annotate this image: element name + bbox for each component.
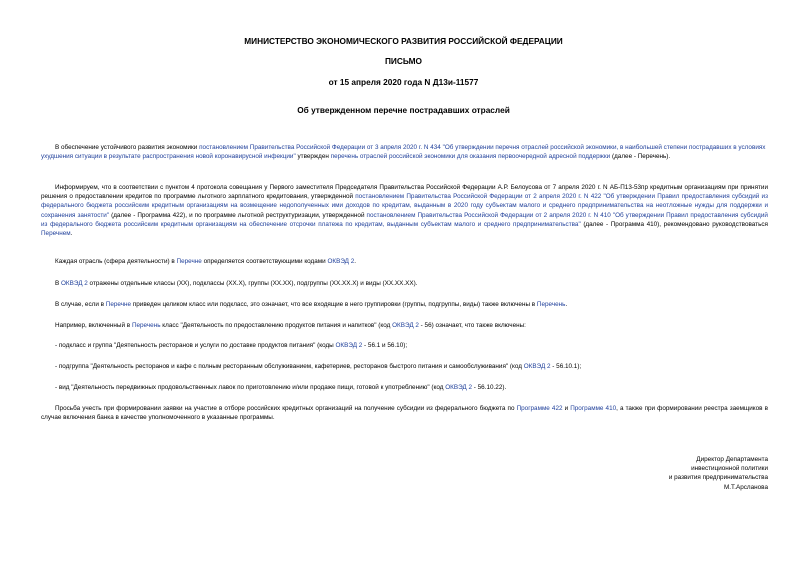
paragraph-4 bbox=[41, 279, 768, 288]
text: . bbox=[354, 258, 357, 265]
text: - 56.10.1); bbox=[550, 363, 582, 370]
decree-410-link[interactable]: постановлением Правительства Российской Федерации от 2 апреля 2020 г. N 410 "Об утверждении Правил предоставления субсидий из федерального бюджета российским кредитным организациям на обеспечение отсрочки платежа по кредитам, выданным субъектам малого и среднего предпринимательства" bbox=[41, 211, 768, 228]
text: класс "Деятельность по предоставлению продуктов питания и напитков" (код bbox=[160, 322, 393, 329]
okved-link[interactable]: ОКВЭД 2 bbox=[445, 384, 473, 391]
okved-link[interactable]: ОКВЭД 2 bbox=[61, 280, 88, 287]
sectors-list-link[interactable]: перечень отраслей российской экономики для оказания первоочередной адресной поддержки bbox=[330, 153, 611, 161]
text: В bbox=[55, 280, 61, 287]
paragraph-3 bbox=[41, 257, 768, 266]
document-subject: Об утвержденном перечне пострадавших отраслей bbox=[297, 105, 510, 115]
list-link[interactable]: Перечень bbox=[131, 322, 161, 329]
list-link[interactable]: Перечне bbox=[176, 258, 202, 265]
program-422-link[interactable]: Программе 422 bbox=[516, 405, 563, 412]
signatory-title-line-3: и развития предпринимательства bbox=[668, 474, 768, 482]
text: утвержден bbox=[295, 153, 331, 161]
program-410-link[interactable]: Программе 410 bbox=[570, 405, 617, 412]
signature-block bbox=[669, 455, 768, 492]
text: Каждая отрасль (сфера деятельности) в bbox=[55, 258, 177, 265]
signatory-title-line-1: Директор Департамента bbox=[696, 456, 768, 463]
text: - подгруппа "Деятельность ресторанов и кафе с полным ресторанным обслуживанием, кафетериев, ресторанов быстрого питания и самообслуживания" (код bbox=[55, 363, 524, 370]
text: приведен целиком класс или подкласс, это означает, что все входящие в него группировки (группы, подгруппы, виды) также включены в bbox=[131, 301, 537, 308]
text: (далее - Программа 422), и по программе льготной реструктуризации, утвержденной bbox=[109, 211, 367, 219]
document-type: ПИСЬМО bbox=[384, 56, 423, 66]
text: Информируем, что в соответствии с пунктом 4 протокола совещания у Первого заместителя Председателя Правительства Российской Федерации А.Р. Белоусова от 7 апреля 2020 г. N АБ-П13-53пр кредитным организациям при принятии решения о предоставлении кредитов по программе льготного зарплатного кредитования, утвержденной bbox=[41, 184, 768, 201]
text: и bbox=[562, 405, 571, 412]
text: . bbox=[70, 230, 73, 238]
list-link[interactable]: Перечень bbox=[536, 301, 566, 308]
paragraph-2 bbox=[41, 183, 768, 238]
list-link[interactable]: Перечне bbox=[105, 301, 132, 308]
text: - 56) означает, что также включены: bbox=[418, 322, 526, 329]
text: . bbox=[565, 301, 568, 308]
document-date-number: от 15 апреля 2020 года N Д13и-11577 bbox=[328, 77, 479, 87]
text: - подкласс и группа "Деятельность ресторанов и услуги по доставке продуктов питания" (коды bbox=[55, 342, 336, 349]
okved-link[interactable]: ОКВЭД 2 bbox=[335, 342, 363, 349]
okved-link[interactable]: ОКВЭД 2 bbox=[523, 363, 551, 370]
okved-link[interactable]: ОКВЭД 2 bbox=[327, 258, 355, 265]
decree-422-link[interactable]: постановлением Правительства Российской Федерации от 2 апреля 2020 г. N 422 "Об утверждении Правил предоставления субсидий из федерального бюджета российским кредитным организациям на возмещение недополученных ими доходов по кредитам, выданным в 2020 году субъектам малого и среднего предпринимательства на неотложные нужды для поддержки и сохранения занятости" bbox=[41, 193, 768, 219]
signatory-title-line-2: инвестиционной политики bbox=[691, 465, 768, 473]
paragraph-7 bbox=[41, 341, 768, 350]
text: - 56.10.22). bbox=[472, 384, 507, 391]
decree-434-link[interactable]: постановлением Правительства Российской Федерации от 3 апреля 2020 г. N 434 "Об утверждении перечня отраслей российской экономики, в наибольшей степени пострадавших в условиях ухудшения ситуации в результате распространения новой коронавирусной инфекции" bbox=[41, 144, 766, 161]
text: отражены отдельные классы (XX), подклассы (XX.X), группы (XX.XX), подгруппы (XX.XX.X) и виды (XX.XX.XX). bbox=[87, 280, 418, 287]
paragraph-10 bbox=[41, 404, 768, 422]
text: Например, включенный в bbox=[55, 322, 132, 329]
paragraph-9 bbox=[41, 383, 768, 392]
text: (далее - Перечень). bbox=[610, 153, 671, 161]
paragraph-5 bbox=[41, 300, 768, 309]
text: В обеспечение устойчивого развития экономики bbox=[55, 144, 200, 151]
paragraph-6 bbox=[41, 321, 768, 330]
text: , а также при формировании реестра заемщиков в случае включения банка в качестве уполномоченного в указанные программы. bbox=[41, 405, 768, 422]
ministry-heading: МИНИСТЕРСТВО ЭКОНОМИЧЕСКОГО РАЗВИТИЯ РОССИЙСКОЙ ФЕДЕРАЦИИ bbox=[244, 36, 563, 46]
text: - 56.1 и 56.10); bbox=[362, 342, 408, 349]
text: Просьба учесть при формировании заявки на участие в отборе российских кредитных организаций на получение субсидии из федерального бюджета по bbox=[55, 405, 517, 412]
text: (далее - Программа 410), рекомендовано руководствоваться bbox=[580, 220, 768, 228]
text: В случае, если в bbox=[55, 301, 106, 308]
list-link[interactable]: Перечнем bbox=[41, 230, 71, 238]
signatory-name: М.Т.Арсланова bbox=[724, 483, 768, 491]
text: - вид "Деятельность передвижных продовольственных лавок по приготовлению и/или продаже пищи, готовой к употреблению" (код bbox=[55, 384, 446, 391]
paragraph-8 bbox=[41, 362, 768, 371]
paragraph-1 bbox=[41, 143, 768, 161]
okved-link[interactable]: ОКВЭД 2 bbox=[392, 322, 419, 329]
text: определяется соответствующими кодами bbox=[201, 258, 328, 265]
